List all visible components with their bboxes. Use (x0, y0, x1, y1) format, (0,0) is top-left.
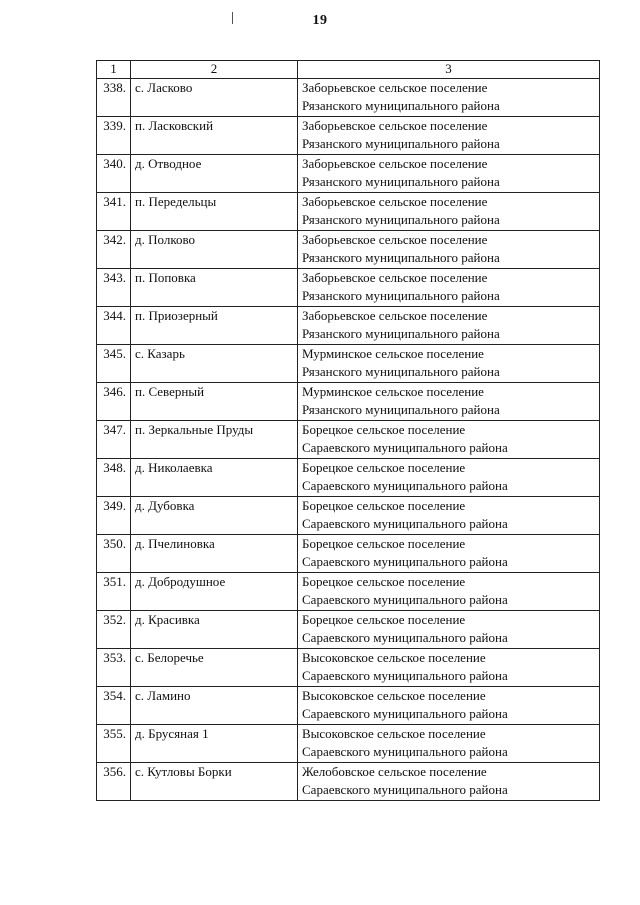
table-row (97, 649, 600, 687)
table-row (97, 535, 600, 573)
row-number: 339. (97, 117, 131, 155)
locality-name: с. Казарь (131, 345, 298, 383)
row-number: 344. (97, 307, 131, 345)
settlement-cell (298, 155, 600, 193)
district-name: Рязанского муниципального района (302, 402, 500, 417)
table-row (97, 307, 600, 345)
district-name: Рязанского муниципального района (302, 250, 500, 265)
table-row (97, 269, 600, 307)
header-col-1: 1 (97, 61, 131, 79)
settlement-name: Борецкое сельское поселение (302, 536, 466, 551)
district-name: Сараевского муниципального района (302, 478, 508, 493)
settlement-cell (298, 421, 600, 459)
settlement-name: Борецкое сельское поселение (302, 460, 466, 475)
table-row (97, 459, 600, 497)
settlement-name: Заборьевское сельское поселение (302, 118, 488, 133)
row-number: 338. (97, 79, 131, 117)
district-name: Рязанского муниципального района (302, 174, 500, 189)
locality-name: п. Северный (131, 383, 298, 421)
locality-name: д. Отводное (131, 155, 298, 193)
settlement-name: Заборьевское сельское поселение (302, 80, 488, 95)
locality-name: д. Красивка (131, 611, 298, 649)
district-name: Сараевского муниципального района (302, 516, 508, 531)
settlement-cell (298, 497, 600, 535)
settlement-name: Мурминское сельское поселение (302, 346, 484, 361)
page-number: 19 (312, 13, 328, 28)
locality-name: д. Дубовка (131, 497, 298, 535)
table-header-row (97, 61, 600, 79)
table-row (97, 421, 600, 459)
row-number: 342. (97, 231, 131, 269)
row-number: 340. (97, 155, 131, 193)
settlement-name: Высоковское сельское поселение (302, 650, 486, 665)
row-number: 348. (97, 459, 131, 497)
district-name: Сараевского муниципального района (302, 668, 508, 683)
table-row (97, 763, 600, 801)
district-name: Сараевского муниципального района (302, 706, 508, 721)
scan-artifact-mark (232, 12, 233, 24)
settlement-cell (298, 649, 600, 687)
settlement-name: Заборьевское сельское поселение (302, 194, 488, 209)
row-number: 349. (97, 497, 131, 535)
district-name: Сараевского муниципального района (302, 554, 508, 569)
table-row (97, 573, 600, 611)
settlement-cell (298, 535, 600, 573)
settlement-name: Заборьевское сельское поселение (302, 308, 488, 323)
table-row (97, 79, 600, 117)
row-number: 346. (97, 383, 131, 421)
locality-name: п. Поповка (131, 269, 298, 307)
row-number: 345. (97, 345, 131, 383)
row-number: 355. (97, 725, 131, 763)
settlement-cell (298, 687, 600, 725)
settlement-name: Мурминское сельское поселение (302, 384, 484, 399)
settlement-name: Борецкое сельское поселение (302, 498, 466, 513)
row-number: 341. (97, 193, 131, 231)
header-col-2: 2 (131, 61, 298, 79)
settlement-cell (298, 573, 600, 611)
district-name: Рязанского муниципального района (302, 212, 500, 227)
settlement-name: Заборьевское сельское поселение (302, 156, 488, 171)
row-number: 356. (97, 763, 131, 801)
settlement-name: Борецкое сельское поселение (302, 612, 466, 627)
district-name: Сараевского муниципального района (302, 592, 508, 607)
table-row (97, 611, 600, 649)
row-number: 347. (97, 421, 131, 459)
locality-name: с. Ласково (131, 79, 298, 117)
settlement-cell (298, 383, 600, 421)
locality-name: д. Добродушное (131, 573, 298, 611)
district-name: Рязанского муниципального района (302, 136, 500, 151)
row-number: 343. (97, 269, 131, 307)
row-number: 354. (97, 687, 131, 725)
settlement-cell (298, 79, 600, 117)
table-row (97, 383, 600, 421)
locality-name: п. Приозерный (131, 307, 298, 345)
locality-name: п. Зеркальные Пруды (131, 421, 298, 459)
settlement-cell (298, 345, 600, 383)
row-number: 353. (97, 649, 131, 687)
locality-name: п. Ласковский (131, 117, 298, 155)
settlement-cell (298, 193, 600, 231)
settlement-cell (298, 611, 600, 649)
locality-name: с. Кутловы Борки (131, 763, 298, 801)
locality-name: д. Полково (131, 231, 298, 269)
district-name: Сараевского муниципального района (302, 782, 508, 797)
table-body (97, 79, 600, 801)
table-row (97, 155, 600, 193)
table-row (97, 231, 600, 269)
settlement-name: Высоковское сельское поселение (302, 726, 486, 741)
settlement-name: Желобовское сельское поселение (302, 764, 487, 779)
settlement-name: Заборьевское сельское поселение (302, 270, 488, 285)
settlement-cell (298, 459, 600, 497)
locality-name: д. Брусяная 1 (131, 725, 298, 763)
locality-name: д. Николаевка (131, 459, 298, 497)
settlement-cell (298, 117, 600, 155)
district-name: Рязанского муниципального района (302, 326, 500, 341)
table-row (97, 345, 600, 383)
district-name: Рязанского муниципального района (302, 98, 500, 113)
header-col-3: 3 (298, 61, 600, 79)
district-name: Рязанского муниципального района (302, 364, 500, 379)
settlement-cell (298, 725, 600, 763)
locality-name: п. Передельцы (131, 193, 298, 231)
table-row (97, 687, 600, 725)
settlements-table (96, 60, 600, 801)
row-number: 350. (97, 535, 131, 573)
table-row (97, 117, 600, 155)
table-row (97, 193, 600, 231)
district-name: Сараевского муниципального района (302, 744, 508, 759)
district-name: Сараевского муниципального района (302, 440, 508, 455)
settlement-name: Борецкое сельское поселение (302, 422, 466, 437)
settlement-cell (298, 763, 600, 801)
settlement-cell (298, 307, 600, 345)
locality-name: с. Белоречье (131, 649, 298, 687)
settlement-cell (298, 269, 600, 307)
locality-name: с. Ламино (131, 687, 298, 725)
district-name: Сараевского муниципального района (302, 630, 508, 645)
row-number: 352. (97, 611, 131, 649)
table-row (97, 725, 600, 763)
settlement-name: Заборьевское сельское поселение (302, 232, 488, 247)
settlement-name: Борецкое сельское поселение (302, 574, 466, 589)
row-number: 351. (97, 573, 131, 611)
table-row (97, 497, 600, 535)
settlement-cell (298, 231, 600, 269)
district-name: Рязанского муниципального района (302, 288, 500, 303)
locality-name: д. Пчелиновка (131, 535, 298, 573)
settlement-name: Высоковское сельское поселение (302, 688, 486, 703)
